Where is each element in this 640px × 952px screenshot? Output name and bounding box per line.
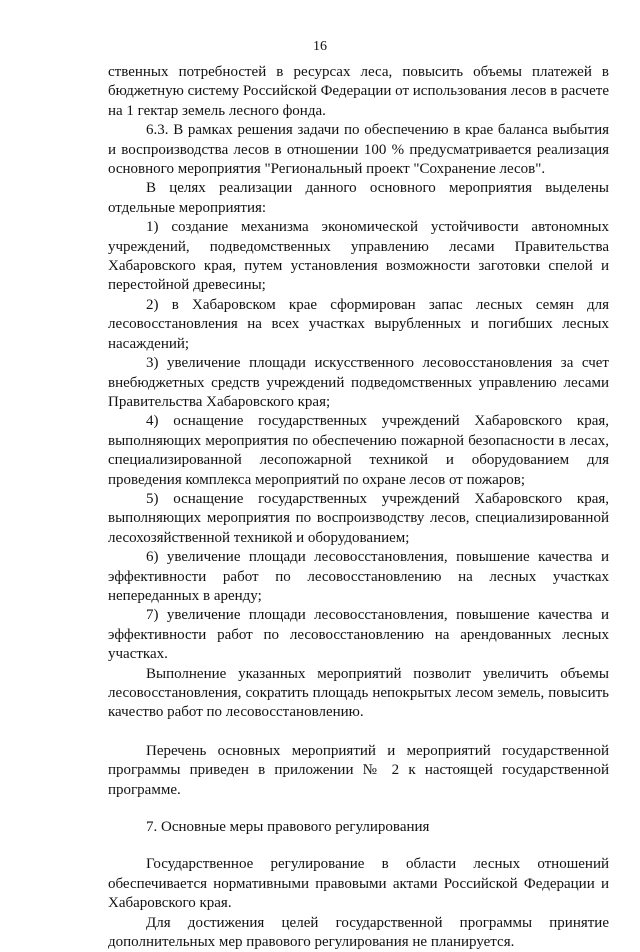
- paragraph-regulation: Государственное регулирование в области лесных отношений обеспечивается нормативными правовыми актами Российской Федерации и Хабаровского края.: [108, 856, 609, 912]
- list-item: 4) оснащение государственных учреждений Хабаровского края, выполняющих мероприятия по обеспечению пожарной безопасности в лесах, специализированной лесопожарной техникой и оборудованием для проведения комплекса мероприятий по охране лесов от пожаров;: [108, 413, 609, 488]
- list-item: 5) оснащение государственных учреждений Хабаровского края, выполняющих мероприятия по воспроизводству лесов, специализированной лесохозяйственной техникой и оборудованием;: [108, 490, 609, 546]
- paragraph-intro: В целях реализации данного основного мероприятия выделены отдельные мероприятия:: [108, 180, 609, 216]
- list-item: 2) в Хабаровском крае сформирован запас лесных семян для лесовосстановления на всех участках вырубленных и погибших лесных насаждений;: [108, 296, 609, 352]
- page-body: [108, 63, 609, 952]
- paragraph-no-measures: Для достижения целей государственной программы принятие дополнительных мер правового регулирования не планируется.: [108, 914, 609, 951]
- paragraph-6-3: 6.3. В рамках решения задачи по обеспечению в крае баланса выбытия и воспроизводства лесов в отношении 100 % предусматривается реализация основного мероприятия "Региональный проект "Сохранение лесов".: [108, 122, 609, 178]
- paragraph-result: Выполнение указанных мероприятий позволит увеличить объемы лесовосстановления, сократить площадь непокрытых лесом земель, повысить качество работ по лесовосстановлению.: [108, 665, 609, 721]
- list-item: 6) увеличение площади лесовосстановления, повышение качества и эффективности работ по лесовосстановлению на лесных участках непереданных в аренду;: [108, 549, 609, 604]
- page-number: 16: [313, 39, 327, 54]
- list-item: 3) увеличение площади искусственного лесовосстановления за счет внебюджетных средств учреждений подведомственных управлению лесами Правительства Хабаровского края;: [108, 355, 609, 410]
- spacer: [108, 837, 609, 855]
- list-item: 1) создание механизма экономической устойчивости автономных учреждений, подведомственных управлению лесами Правительства Хабаровского края, путем установления возможности заготовки спелой и перестойной древесины;: [108, 219, 609, 294]
- list-item: 7) увеличение площади лесовосстановления, повышение качества и эффективности работ по лесовосстановлению на арендованных лесных участках.: [108, 607, 609, 663]
- spacer: [108, 723, 609, 742]
- paragraph-list-reference: Перечень основных мероприятий и мероприятий государственной программы приведен в приложении № 2 к настоящей государственной программе.: [108, 742, 609, 798]
- paragraph-continuation: ственных потребностей в ресурсах леса, повысить объемы платежей в бюджетную систему Российской Федерации от использования лесов в расчете на 1 гектар земель лесного фонда.: [108, 64, 609, 119]
- section-heading: 7. Основные меры правового регулирования: [146, 819, 430, 836]
- spacer: [108, 800, 609, 818]
